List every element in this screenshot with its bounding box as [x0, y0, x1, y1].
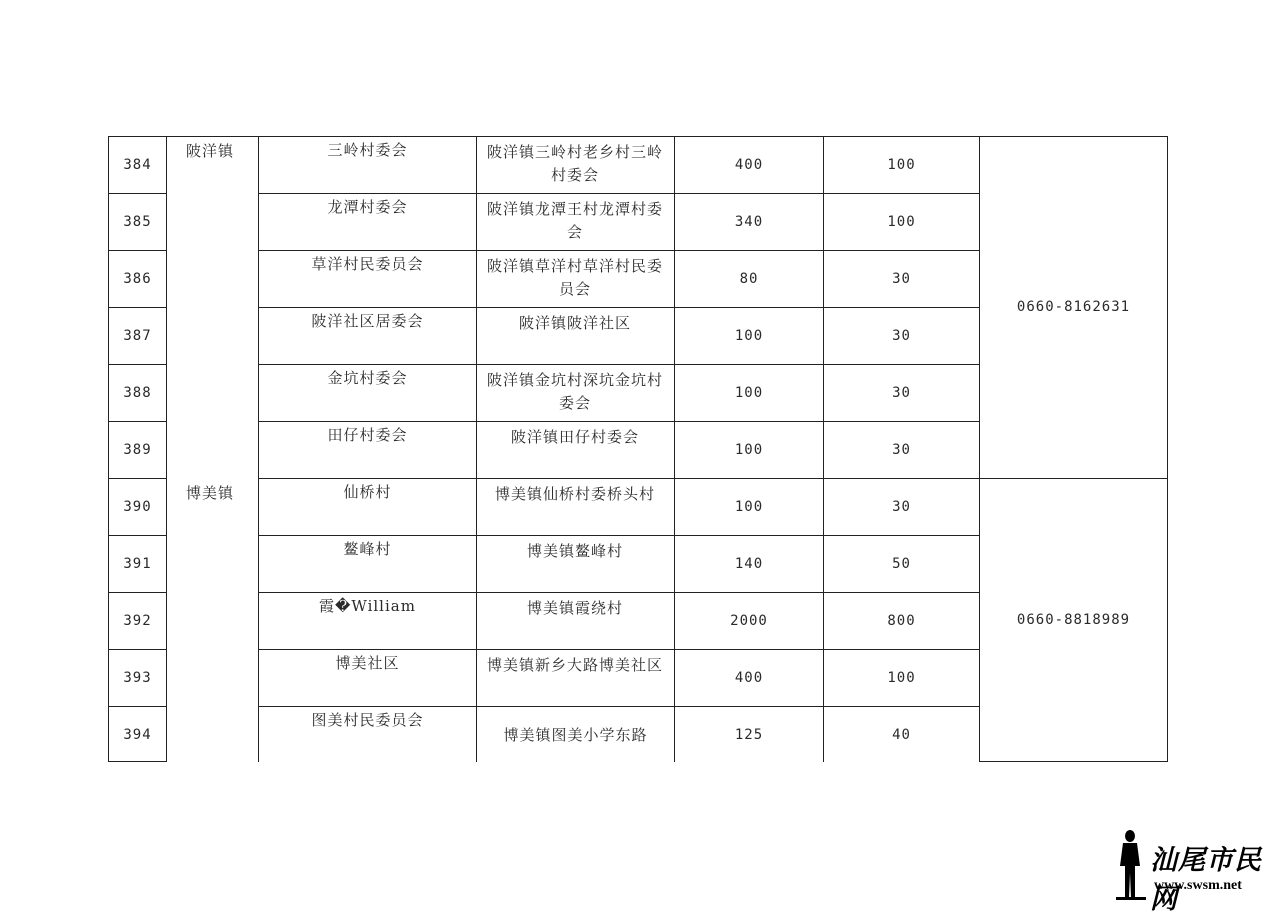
- quantity-cell: 100: [734, 385, 764, 401]
- row-number-cell: 386: [123, 271, 152, 287]
- amount-cell: 40: [892, 727, 911, 743]
- amount-cell: 30: [892, 442, 911, 458]
- table-bottom-border-right: [979, 761, 1168, 762]
- unit-name-cell: 草洋村民委员会: [311, 255, 424, 273]
- watermark-url: www.swsm.net: [1154, 878, 1242, 893]
- address-cell: 陂洋镇三岭村老乡村三岭村委会: [486, 143, 663, 184]
- quantity-cell: 125: [734, 727, 764, 743]
- quantity-cell: 400: [734, 670, 764, 686]
- unit-name-cell: 陂洋社区居委会: [311, 312, 424, 330]
- quantity-cell: 80: [739, 271, 759, 287]
- address-cell: 陂洋镇田仔村委会: [510, 428, 639, 446]
- unit-name-cell: 鳌峰村: [343, 540, 392, 558]
- quantity-cell: 100: [734, 328, 764, 344]
- row-number-cell: 393: [123, 670, 152, 686]
- amount-cell: 100: [887, 214, 916, 230]
- table-right-border: [1167, 136, 1168, 762]
- column-divider: [476, 136, 477, 762]
- amount-cell: 100: [887, 157, 916, 173]
- row-number-cell: 391: [123, 556, 152, 572]
- address-cell: 陂洋镇草洋村草洋村民委员会: [486, 257, 663, 298]
- row-number-cell: 389: [123, 442, 152, 458]
- unit-name-cell: 金坑村委会: [327, 369, 408, 387]
- unit-name-cell: 霞�William: [319, 597, 416, 615]
- row-number-cell: 387: [123, 328, 152, 344]
- quantity-cell: 400: [734, 157, 764, 173]
- unit-name-cell: 龙潭村委会: [327, 198, 408, 216]
- address-cell: 陂洋镇金坑村深坑金坑村委会: [486, 371, 663, 412]
- address-cell: 陂洋镇龙潭王村龙潭村委会: [486, 200, 663, 241]
- row-number-cell: 384: [123, 157, 152, 173]
- amount-cell: 50: [892, 556, 911, 572]
- address-cell: 博美镇图美小学东路: [503, 726, 648, 744]
- amount-cell: 800: [887, 613, 916, 629]
- row-number-cell: 392: [123, 613, 152, 629]
- address-cell: 陂洋镇陂洋社区: [518, 314, 631, 332]
- quantity-cell: 100: [734, 499, 764, 515]
- row-number-cell: 385: [123, 214, 152, 230]
- address-cell: 博美镇霞绕村: [526, 599, 623, 617]
- amount-cell: 30: [892, 499, 911, 515]
- amount-cell: 100: [887, 670, 916, 686]
- phone-cell: 0660-8818989: [1016, 611, 1131, 628]
- row-number-cell: 388: [123, 385, 152, 401]
- town-name-cell: 博美镇: [186, 484, 235, 502]
- unit-name-cell: 田仔村委会: [327, 426, 408, 444]
- address-cell: 博美镇新乡大路博美社区: [486, 656, 663, 674]
- amount-cell: 30: [892, 385, 911, 401]
- quantity-cell: 100: [734, 442, 764, 458]
- address-cell: 博美镇仙桥村委桥头村: [494, 485, 655, 503]
- amount-cell: 30: [892, 328, 911, 344]
- unit-name-cell: 仙桥村: [343, 483, 392, 501]
- quantity-cell: 140: [734, 556, 764, 572]
- address-cell: 博美镇鳌峰村: [526, 542, 623, 560]
- unit-name-cell: 博美社区: [335, 654, 400, 672]
- watermark-text: 汕尾市民网: [1150, 845, 1262, 915]
- amount-cell: 30: [892, 271, 911, 287]
- phone-cell: 0660-8162631: [1016, 299, 1131, 315]
- quantity-cell: 340: [734, 214, 764, 230]
- unit-name-cell: 三岭村委会: [327, 141, 408, 159]
- quantity-cell: 2000: [730, 613, 768, 629]
- row-number-cell: 390: [123, 499, 152, 515]
- row-number-cell: 394: [123, 727, 152, 743]
- unit-name-cell: 图美村民委员会: [311, 711, 424, 729]
- town-name-cell: 陂洋镇: [186, 142, 235, 160]
